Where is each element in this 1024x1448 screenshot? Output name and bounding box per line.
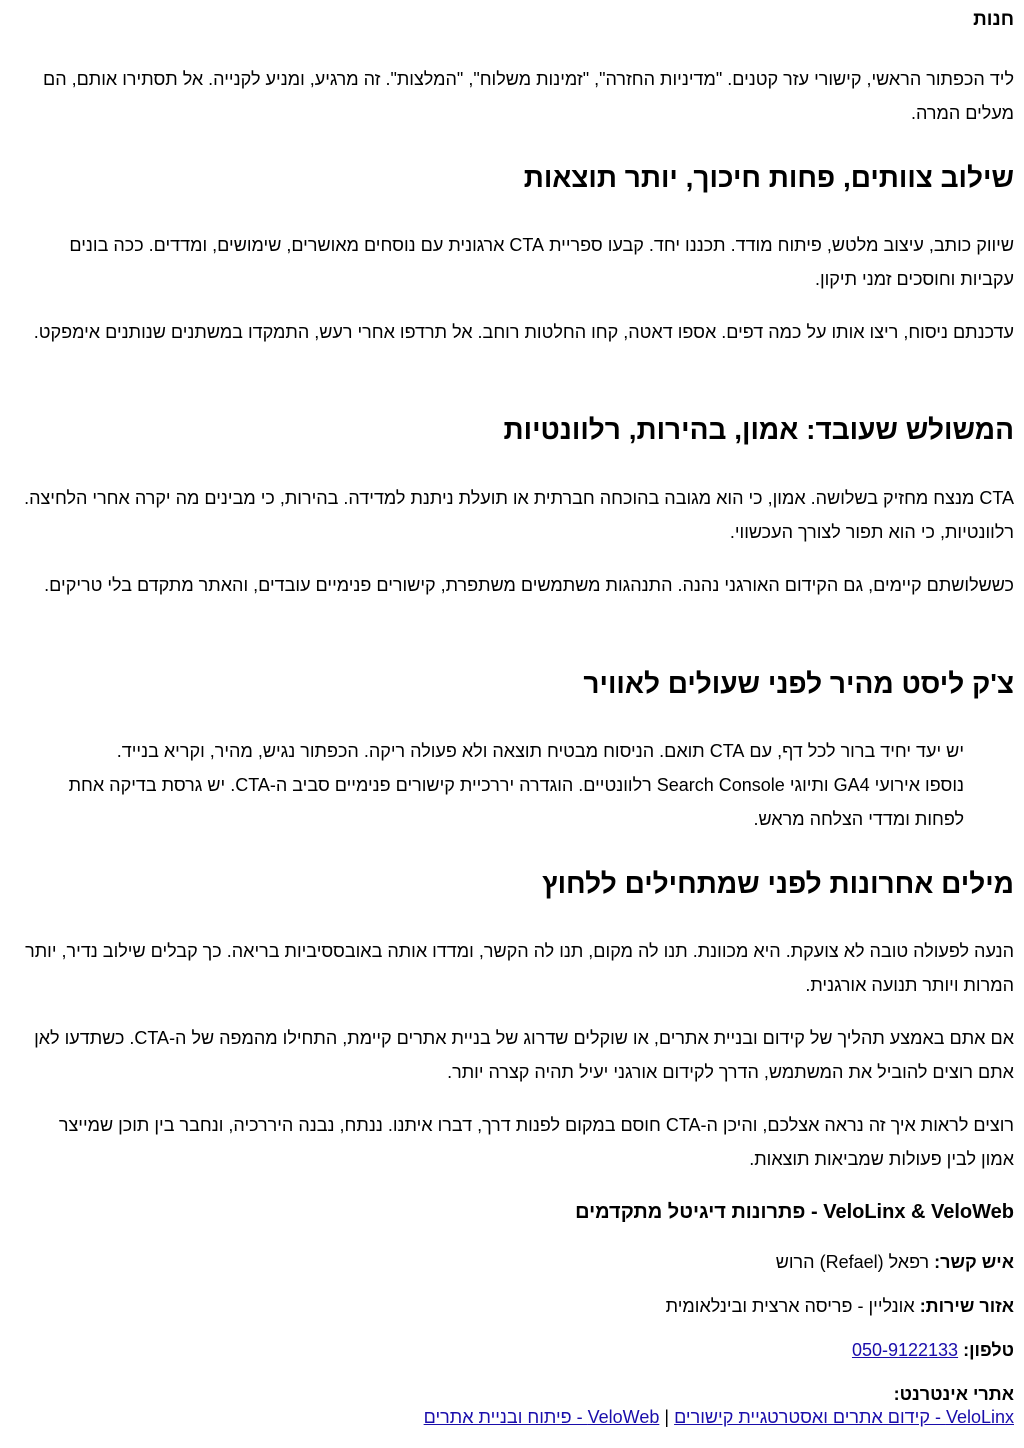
service-area [24,1293,1014,1319]
section-heading-triangle: המשולש שעובד: אמון, בהירות, רלוונטיות [503,414,1014,445]
websites-label-text: אתרי אינטרנט: [893,1384,1014,1404]
category-label: חנות [973,9,1014,30]
section-heading-checklist: צ'ק ליסט מהיר לפני שעולים לאוויר [583,668,1014,699]
company-title: VeloLinx & VeloWeb - פתרונות דיגיטל מתקדמים [575,1201,1014,1223]
checklist [24,734,1014,836]
link-separator: | [664,1407,670,1427]
paragraph: אם אתם באמצע תהליך של קידום ובניית אתרים, או שוקלים שדרוג של בניית אתרים קיימת, התחילו מהמפה של ה-CTA. כשתדעו לאן אתם רוצים להוביל את המשתמש, הדרך לקידום אורגני יעיל תהיה קצרה יותר. [34,1028,1014,1082]
paragraph: הנעה לפעולה טובה לא צועקת. היא מכוונת. תנו לה מקום, תנו לה הקשר, ומדדו אותה באובססיביות בריאה. כך קבלים שילוב נדיר, יותר המרות ויותר תנועה אורגנית. [25,941,1014,995]
paragraph: כששלושתם קיימים, גם הקידום האורגני נהנה. התנהגות משתמשים משתפרת, קישורים פנימיים עובדים, והאתר מתקדם בלי טריקים. [44,575,1014,595]
veloweb-link[interactable]: VeloWeb - פיתוח ובניית אתרים [423,1407,660,1427]
section-heading-teams: שילוב צוותים, פחות חיכוך, יותר תוצאות [523,162,1014,193]
service-area-label: אזור שירות: [919,1296,1014,1316]
paragraph: CTA מנצח מחזיק בשלושה. אמון, כי הוא מגובה בהוכחה חברתית או תועלת ניתנת למדידה. בהירות, כי מבינים מה יקרה אחרי הלחיצה. רלוונטיות, כי הוא תפור לצורך העכשווי. [24,488,1014,542]
service-area-value: אונליין - פריסה ארצית ובינלאומית [665,1296,915,1316]
contact-person-label: איש קשר: [934,1252,1014,1272]
phone [24,1337,1014,1363]
paragraph: שיווק כותב, עיצוב מלטש, פיתוח מודד. תכננו יחד. קבעו ספריית CTA ארגונית עם נוסחים מאושרים, שימושים, ומדדים. ככה בונים עקביות וחוסכים זמני תיקון. [69,235,1014,289]
section-heading-final-words: מילים אחרונות לפני שמתחילים ללחוץ [542,868,1014,899]
websites-links [24,1404,1014,1430]
contact-person [24,1249,1014,1275]
list-item: יש יעד יחיד ברור לכל דף, עם CTA תואם. הניסוח מבטיח תוצאה ולא פעולה ריקה. הכפתור נגיש, מהיר, וקריא בנייד. [116,741,964,761]
velolinx-link[interactable]: VeloLinx - קידום אתרים ואסטרטגיית קישורים [674,1407,1014,1427]
list-item: נוספו אירועי GA4 ותיוגי Search Console רלוונטיים. הוגדרה יררכיית קישורים פנימיים סביב ה-CTA. יש גרסת בדיקה אחת לפחות ומדדי הצלחה מראש. [68,775,964,829]
contact-person-value: רפאל (Refael) הרוש [775,1252,930,1272]
phone-label: טלפון: [963,1340,1014,1360]
intro-paragraph: ליד הכפתור הראשי, קישורי עזר קטנים. "מדיניות החזרה", "זמינות משלוח", "המלצות". זה מרגיע, ומניע לקנייה. אל תסתירו אותם, הם מעלים המרה. [42,69,1014,123]
paragraph: רוצים לראות איך זה נראה אצלכם, והיכן ה-CTA חוסם במקום לפנות דרך, דברו איתנו. ננתח, נבנה היררכיה, ונחבר בין תוכן שמייצר אמון לבין פעולות שמביאות תוצאות. [58,1115,1014,1169]
paragraph: עדכנתם ניסוח, ריצו אותו על כמה דפים. אספו דאטה, קחו החלטות רוחב. אל תרדפו אחרי רעש, התמקדו במשתנים שנותנים אימפקט. [33,322,1014,342]
phone-link[interactable]: 050-9122133 [851,1340,959,1360]
